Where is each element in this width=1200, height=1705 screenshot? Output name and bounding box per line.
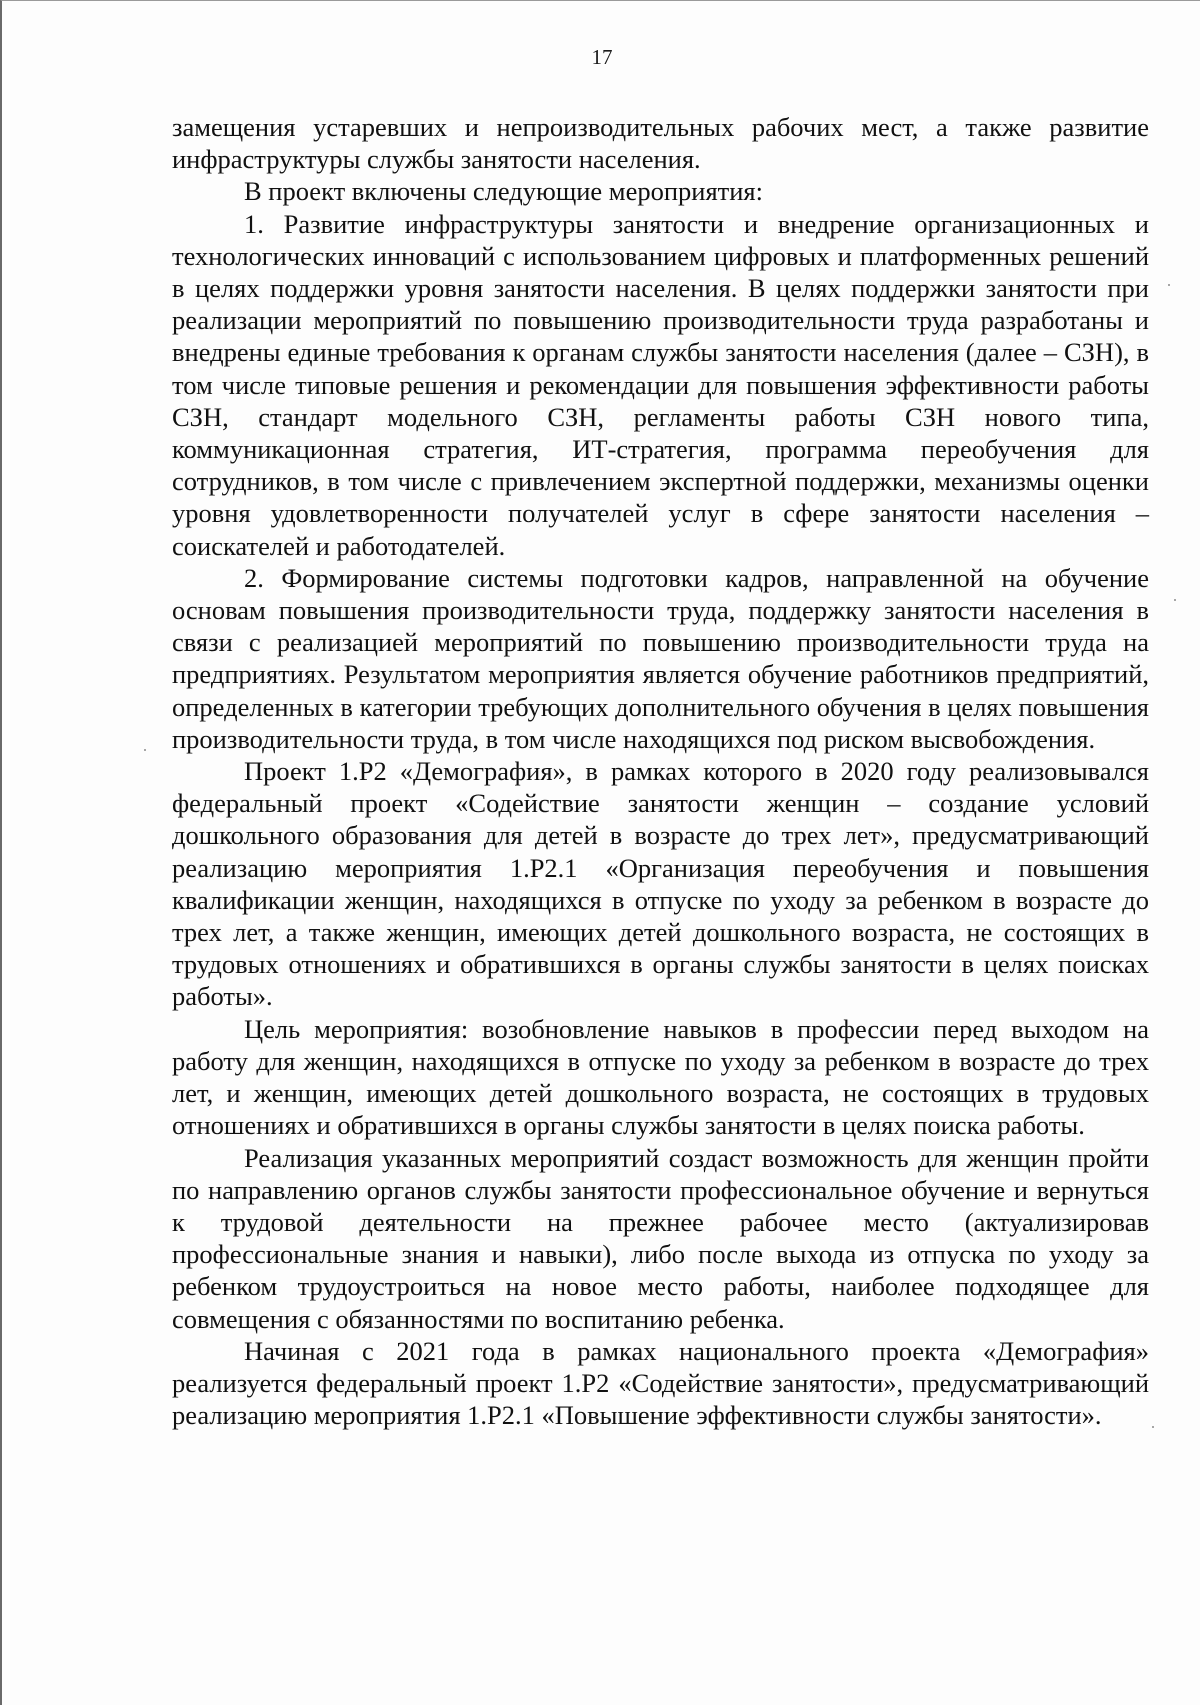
document-body (172, 111, 1149, 1431)
paragraph-activity-goal: Цель мероприятия: возобновление навыков в профессии перед выходом на работу для женщин, находящихся в отпуске по уходу за ребенком в возрасте до трех лет, и женщин, имеющих детей дошкольного возраста, не состоящих в трудовых отношениях и обратившихся в органы службы занятости в целях поиска работы. (172, 1013, 1149, 1141)
scan-speck (1152, 1426, 1154, 1428)
paragraph-demography-project-2020: Проект 1.Р2 «Демография», в рамках которого в 2020 году реализовывался федеральный проект «Содействие занятости женщин – создание условий дошкольного образования для детей в возрасте до трех лет», предусматривающий реализацию мероприятия 1.Р2.1 «Организация переобучения и повышения квалификации женщин, находящихся в отпуске по уходу за ребенком в возрасте до трех лет, а также женщин, имеющих детей дошкольного возраста, не состоящих в трудовых отношениях и обратившихся в органы службы занятости в целях поисках работы». (172, 756, 1149, 1012)
page-number: 17 (591, 45, 613, 69)
scan-speck (1168, 284, 1170, 286)
scan-speck (1174, 599, 1176, 601)
scan-speck (144, 749, 146, 751)
paragraph-continuation: замещения устаревших и непроизводительных рабочих мест, а также развитие инфраструктуры службы занятости населения. (172, 112, 1149, 175)
paragraph-project-activities-intro: В проект включены следующие мероприятия: (244, 176, 763, 207)
paragraph-item-2-training-system: 2. Формирование системы подготовки кадров, направленной на обучение основам повышения производительности труда, поддержку занятости населения в связи с реализацией мероприятий по повышению производительности труда на предприятиях. Результатом мероприятия является обучение работников предприятий, определенных в категории требующих дополнительного обучения в целях повышения производительности труда, в том числе находящихся под риском высвобождения. (172, 562, 1149, 754)
paragraph-item-1-infrastructure: 1. Развитие инфраструктуры занятости и внедрение организационных и технологических инноваций с использованием цифровых и платформенных решений в целях поддержки уровня занятости населения. В целях поддержки занятости при реализации мероприятий по повышению производительности труда разработаны и внедрены единые требования к органам службы занятости населения (далее – СЗН), в том числе типовые решения и рекомендации для повышения эффективности работы СЗН, стандарт модельного СЗН, регламенты работы СЗН нового типа, коммуникационная стратегия, ИТ-стратегия, программа переобучения для сотрудников, в том числе с привлечением экспертной поддержки, механизмы оценки уровня удовлетворенности получателей услуг в сфере занятости населения – соискателей и работодателей. (172, 208, 1149, 561)
paragraph-demography-project-2021: Начиная с 2021 года в рамках национального проекта «Демография» реализуется федеральный проект 1.Р2 «Содействие занятости», предусматривающий реализацию мероприятия 1.Р2.1 «Повышение эффективности службы занятости». (172, 1335, 1149, 1431)
paragraph-implementation-effect: Реализация указанных мероприятий создаст возможность для женщин пройти по направлению органов службы занятости профессиональное обучение и вернуться к трудовой деятельности на прежнее рабочее место (актуализировав профессиональные знания и навыки), либо после выхода из отпуска по уходу за ребенком трудоустроиться на новое место работы, наиболее подходящее для совмещения с обязанностями по воспитанию ребенка. (172, 1142, 1149, 1334)
